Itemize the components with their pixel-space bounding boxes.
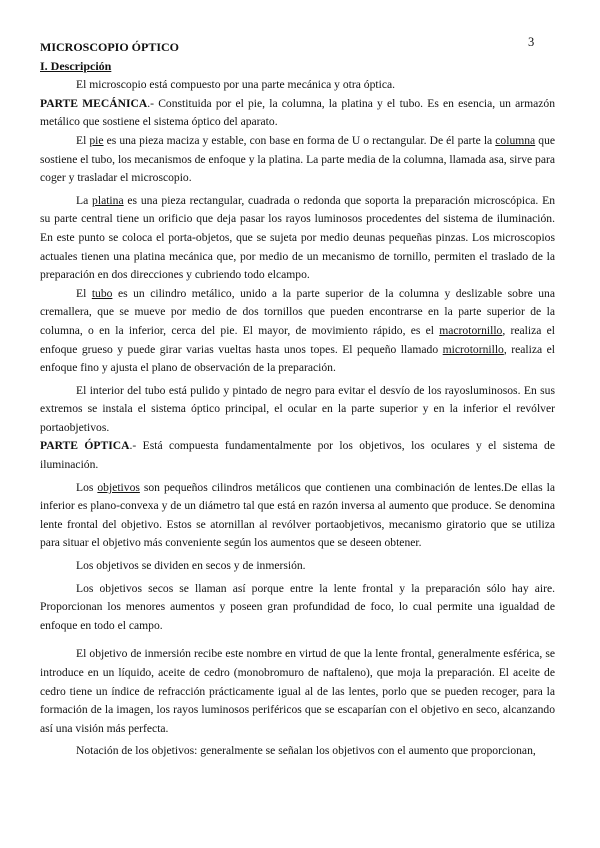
paragraph-secos: Los objetivos secos se llaman así porque entre la lente frontal y la preparación sólo hay aire. Proporcionan los menores aumentos y poseen gran profundidad de foco, lo cual permite una igualdad de enfoque en todo el campo. bbox=[40, 581, 555, 632]
text-run: es un cilindro metálico, unido a la parte superior de la columna y deslizable sobre una cremallera, que se mueve por medio de dos tornillos que pueden encontrarse en la parte superior de la columna, o en la inferior, cerca del pie. El mayor, de movimiento rápido, es el bbox=[40, 286, 555, 337]
term-macrotornillo: macrotornillo bbox=[439, 323, 503, 337]
text-run: El bbox=[76, 286, 92, 300]
text-run: que sostiene el tubo, los mecanismos de enfoque y la platina. La parte media de la columna, llamada asa, sirve para coger y trasladar el microscopio. bbox=[40, 133, 556, 185]
document-title: MICROSCOPIO ÓPTICO bbox=[40, 40, 180, 54]
term-microtornillo: microtornillo bbox=[442, 342, 504, 356]
heading-parte-mecanica: PARTE MECÁNICA bbox=[40, 96, 148, 110]
section-heading bbox=[40, 57, 555, 77]
parte-optica-text: .- Está compuesta fundamentalmente por los objetivos, los oculares y el sistema de iluminación. bbox=[40, 439, 555, 472]
paragraph-platina bbox=[40, 192, 555, 285]
text-run: , realiza el enfoque grueso y puede girar varias vueltas hasta unos topes. El pequeño llamado bbox=[40, 323, 555, 356]
text-run: La bbox=[76, 193, 93, 207]
parte-mecanica-text: .- Constituida por el pie, la columna, la platina y el tubo. Es en esencia, un armazón metálico que sostiene el sistema óptico del aparato. bbox=[40, 96, 556, 129]
section-heading-text: I. Descripción bbox=[40, 58, 112, 73]
text-run: Los bbox=[76, 480, 98, 494]
paragraph-parte-optica bbox=[40, 437, 555, 474]
paragraph-dividen: Los objetivos se dividen en secos y de inmersión. bbox=[76, 559, 306, 573]
term-objetivos: objetivos bbox=[97, 480, 140, 494]
paragraph-intro: El microscopio está compuesto por una parte mecánica y otra óptica. bbox=[76, 78, 396, 92]
term-tubo: tubo bbox=[91, 286, 113, 300]
term-columna: columna bbox=[495, 133, 536, 147]
document-body bbox=[40, 38, 555, 761]
text-run: , realiza el enfoque fino y ajusta el plano de observación de la preparación. bbox=[40, 342, 555, 375]
paragraph-notacion: Notación de los objetivos: generalmente se señalan los objetivos con el aumento que proporcionan, bbox=[76, 744, 536, 758]
paragraph-pie bbox=[40, 132, 555, 188]
text-run: son pequeños cilindros metálicos que contienen una combinación de lentes.De ellas la inferior es plano-convexa y de un diámetro tal que está en razón inversa al aumento que produce. Se denomina lente frontal del objetivo. Estos se atornillan al revólver portaobjetivos, mecanismo giratorio que se utiliza para situar el objetivo más conveniente según los aumentos que se deseen obtener. bbox=[40, 480, 555, 550]
text-run: es una pieza rectangular, cuadrada o redonda que soporta la preparación microscópica. En su parte central tiene un orificio que deja pasar los rayos luminosos procedentes del sistema de iluminación. En este punto se coloca el porta-objetos, que se sujeta por medio deunas pequeñas pinzas. Los microscopios actuales tienen una platina mecánica que, por medio de un mecanismo de tornillo, permiten el traslado de la preparación en dos direcciones y cubriendo todo elcampo. bbox=[40, 193, 555, 282]
term-pie: pie bbox=[89, 133, 104, 147]
text-run: El bbox=[76, 133, 90, 147]
paragraph-tubo bbox=[40, 285, 555, 378]
term-platina: platina bbox=[92, 193, 124, 207]
text-run: es una pieza maciza y estable, con base en forma de U o rectangular. De él parte la bbox=[103, 133, 496, 147]
paragraph-inmersion: El objetivo de inmersión recibe este nombre en virtud de que la lente frontal, generalmente esférica, se introduce en un líquido, aceite de cedro (monobromuro de naftaleno), que moja la preparación. El aceite de cedro tiene un índice de refracción prácticamente igual al de las lentes, porlo que se pueden recoger, para la formación de la imagen, los rayos luminosos periféricos que se escaparían con el objetivo en seco, alcanzando así una visión más perfecta. bbox=[40, 647, 555, 735]
heading-parte-optica: PARTE ÓPTICA bbox=[40, 439, 130, 453]
paragraph-interior-tubo: El interior del tubo está pulido y pintado de negro para evitar el desvío de los rayosluminosos. En sus extremos se instala el sistema óptico principal, el ocular en la parte superior y en la inferior el revólver portaobjetivos. bbox=[40, 383, 555, 434]
paragraph-objetivos bbox=[40, 479, 555, 553]
paragraph-parte-mecanica bbox=[40, 95, 555, 132]
page-number: 3 bbox=[528, 35, 535, 49]
